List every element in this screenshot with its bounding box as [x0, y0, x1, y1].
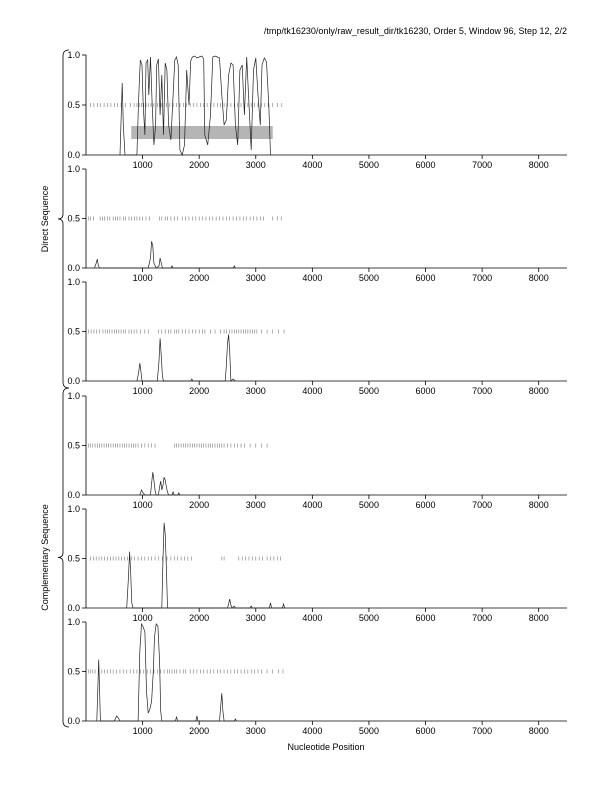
x-tick-label: 5000 [358, 613, 379, 623]
series-line [137, 335, 236, 382]
y-tick-label: 0.5 [67, 100, 80, 110]
x-tick-label: 6000 [415, 613, 436, 623]
y-tick-label: 0.0 [67, 150, 80, 160]
x-tick-label: 1000 [132, 273, 153, 283]
x-tick-label: 1000 [132, 613, 153, 623]
y-tick-label: 0.5 [67, 440, 80, 451]
group-label: Direct Sequence [40, 185, 50, 253]
y-tick-label: 1.0 [67, 164, 80, 174]
y-tick-label: 0.0 [67, 716, 80, 726]
x-tick-label: 8000 [528, 726, 549, 736]
x-tick-label: 5000 [358, 160, 379, 170]
series-line [95, 241, 236, 268]
x-tick-label: 3000 [245, 273, 266, 283]
x-tick-label: 4000 [302, 613, 323, 623]
series-line [97, 624, 237, 721]
y-tick-label: 0.0 [67, 376, 80, 386]
x-tick-label: 6000 [415, 160, 436, 170]
x-tick-label: 5000 [358, 726, 379, 736]
x-tick-label: 7000 [472, 386, 493, 396]
y-tick-label: 0.5 [67, 213, 80, 224]
plot-frame-6 [67, 617, 567, 736]
y-tick-label: 1.0 [67, 504, 80, 514]
y-tick-label: 0.0 [67, 263, 80, 273]
y-tick-label: 1.0 [67, 391, 80, 401]
x-tick-label: 4000 [302, 500, 323, 510]
x-tick-label: 7000 [472, 613, 493, 623]
series-line [127, 523, 285, 608]
x-tick-label: 1000 [132, 160, 153, 170]
x-tick-label: 8000 [528, 500, 549, 510]
plot-frames [67, 50, 567, 736]
x-tick-label: 3000 [245, 386, 266, 396]
x-tick-label: 7000 [472, 273, 493, 283]
x-tick-label: 3000 [245, 613, 266, 623]
y-tick-label: 1.0 [67, 50, 80, 60]
x-tick-label: 5000 [358, 273, 379, 283]
x-tick-label: 7000 [472, 160, 493, 170]
y-tick-label: 1.0 [67, 277, 80, 287]
complementary-sequence-group [40, 388, 69, 727]
x-tick-label: 4000 [302, 160, 323, 170]
x-tick-label: 2000 [189, 726, 210, 736]
plot-header: /tmp/tk16230/only/raw_result_dir/tk16230, Order 5, Window 96, Step 12, 2/2 [263, 26, 567, 36]
x-tick-label: 2000 [189, 160, 210, 170]
x-tick-label: 1000 [132, 726, 153, 736]
series-line [140, 472, 180, 495]
x-tick-label: 2000 [189, 613, 210, 623]
x-axis-label: Nucleotide Position [287, 742, 365, 752]
x-tick-label: 8000 [528, 613, 549, 623]
x-tick-label: 5000 [358, 386, 379, 396]
plot-frame-3 [67, 277, 567, 396]
x-tick-label: 4000 [302, 386, 323, 396]
x-tick-label: 6000 [415, 500, 436, 510]
y-tick-label: 0.0 [67, 603, 80, 613]
x-tick-label: 8000 [528, 273, 549, 283]
plot-frame-2 [67, 164, 567, 283]
group-brackets [40, 50, 69, 727]
x-tick-label: 8000 [528, 160, 549, 170]
x-tick-label: 2000 [189, 273, 210, 283]
x-tick-label: 7000 [472, 500, 493, 510]
x-tick-label: 8000 [528, 386, 549, 396]
direct-sequence-group [40, 50, 69, 388]
y-tick-label: 0.0 [67, 490, 80, 500]
x-tick-label: 4000 [302, 726, 323, 736]
x-tick-label: 4000 [302, 273, 323, 283]
x-tick-label: 3000 [245, 160, 266, 170]
x-tick-label: 5000 [358, 500, 379, 510]
x-tick-label: 2000 [189, 500, 210, 510]
x-tick-label: 7000 [472, 726, 493, 736]
x-tick-label: 6000 [415, 273, 436, 283]
y-tick-label: 0.5 [67, 553, 80, 564]
x-tick-label: 3000 [245, 500, 266, 510]
x-tick-label: 3000 [245, 726, 266, 736]
plot-frame-1 [67, 50, 567, 170]
x-tick-label: 6000 [415, 386, 436, 396]
y-tick-label: 0.5 [67, 326, 80, 337]
x-tick-label: 2000 [189, 386, 210, 396]
plot-frame-4 [67, 391, 567, 510]
x-tick-label: 6000 [415, 726, 436, 736]
x-tick-label: 1000 [132, 500, 153, 510]
y-tick-label: 0.5 [67, 666, 80, 677]
group-label: Complementary Sequence [40, 504, 50, 611]
plot-frame-5 [67, 504, 567, 623]
y-tick-label: 1.0 [67, 617, 80, 627]
x-tick-label: 1000 [132, 386, 153, 396]
